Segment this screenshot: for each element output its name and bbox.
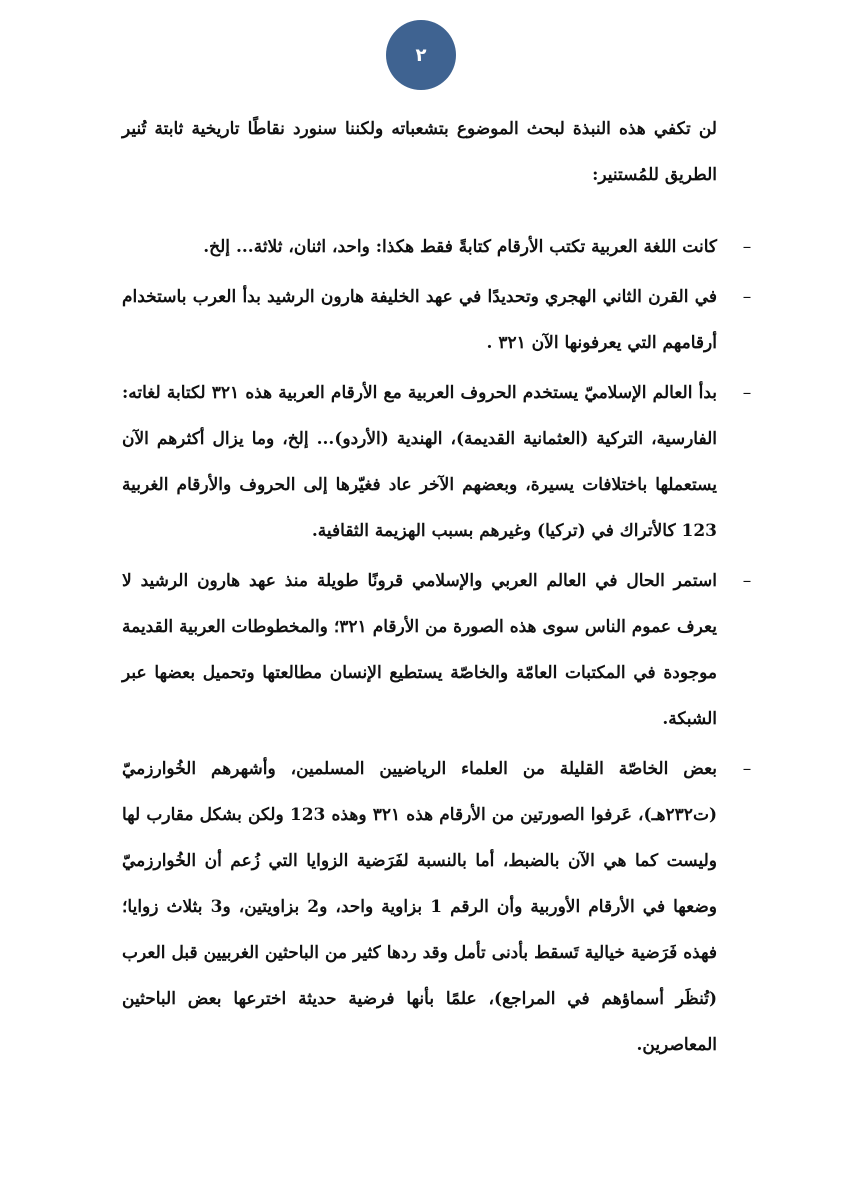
dash-marker: – <box>742 287 752 307</box>
list-item <box>122 558 752 742</box>
list-item-text: في القرن الثاني الهجري وتحديدًا في عهد الخليفة هارون الرشيد بدأ العرب باستخدام أرقامهم التي يعرفونها الآن ٣٢١ . <box>122 287 717 353</box>
list-item-text: استمر الحال في العالم العربي والإسلامي قرونًا طويلة منذ عهد هارون الرشيد لا يعرف عموم الناس سوى هذه الصورة من الأرقام ٣٢١؛ والمخطوطات العربية القديمة موجودة في المكتبات العامّة والخاصّة يستطيع الإنسان مطالعتها وتحميل بعضها عبر الشبكة. <box>122 571 717 729</box>
intro-paragraph: لن تكفي هذه النبذة لبحث الموضوع بتشعباته ولكننا سنورد نقاطًا تاريخية ثابتة تُنير الطريق للمُستنير: <box>122 119 717 185</box>
page-body <box>122 106 752 1072</box>
list-item-text: كانت اللغة العربية تكتب الأرقام كتابةً فقط هكذا: واحد، اثنان، ثلاثة... إلخ. <box>203 237 717 257</box>
page-number: ٢ <box>415 44 427 66</box>
bullet-list <box>122 224 752 1068</box>
list-item-text: بعض الخاصّة القليلة من العلماء الرياضيين المسلمين، وأشهرهم الخُوارزميّ (ت٢٣٢هـ)، عَرفوا الصورتين من الأرقام هذه ٣٢١ وهذه 123 ولكن بشكل مقارب لها وليست كما هي الآن بالضبط، أما بالنسبة لفَرَضية الزوايا التي زُعم أن الخُوارزميّ وضعها في الأرقام الأوربية وأن الرقم 1 بزاوية واحد، و2 بزاويتين، و3 بثلاث زوايا؛ فهذه فَرَضية خيالية تَسقط بأدنى تأمل وقد ردها كثير من الباحثين الغربيين قبل العرب (تُنظَر أسماؤهم في المراجع)، علمًا بأنها فرضية حديثة اخترعها بعض الباحثين المعاصرين. <box>122 759 717 1055</box>
dash-marker: – <box>742 383 752 403</box>
dash-marker: – <box>742 237 752 257</box>
list-item <box>122 746 752 1068</box>
list-item <box>122 370 752 554</box>
dash-marker: – <box>742 759 752 779</box>
list-item <box>122 274 752 366</box>
list-item-text: بدأ العالم الإسلاميّ يستخدم الحروف العربية مع الأرقام العربية هذه ٣٢١ لكتابة لغاته: الفارسية، التركية (العثمانية القديمة)، الهندية (الأردو)... إلخ، وما يزال أكثرهم الآن يستعملها باختلافات يسيرة، وبعضهم الآخر عاد فغيّرها إلى الحروف والأرقام الغربية 123 كالأتراك في (تركيا) وغيرهم بسبب الهزيمة الثقافية. <box>122 383 717 541</box>
dash-marker: – <box>742 571 752 591</box>
list-item <box>122 224 752 270</box>
page-number-badge <box>386 20 456 90</box>
